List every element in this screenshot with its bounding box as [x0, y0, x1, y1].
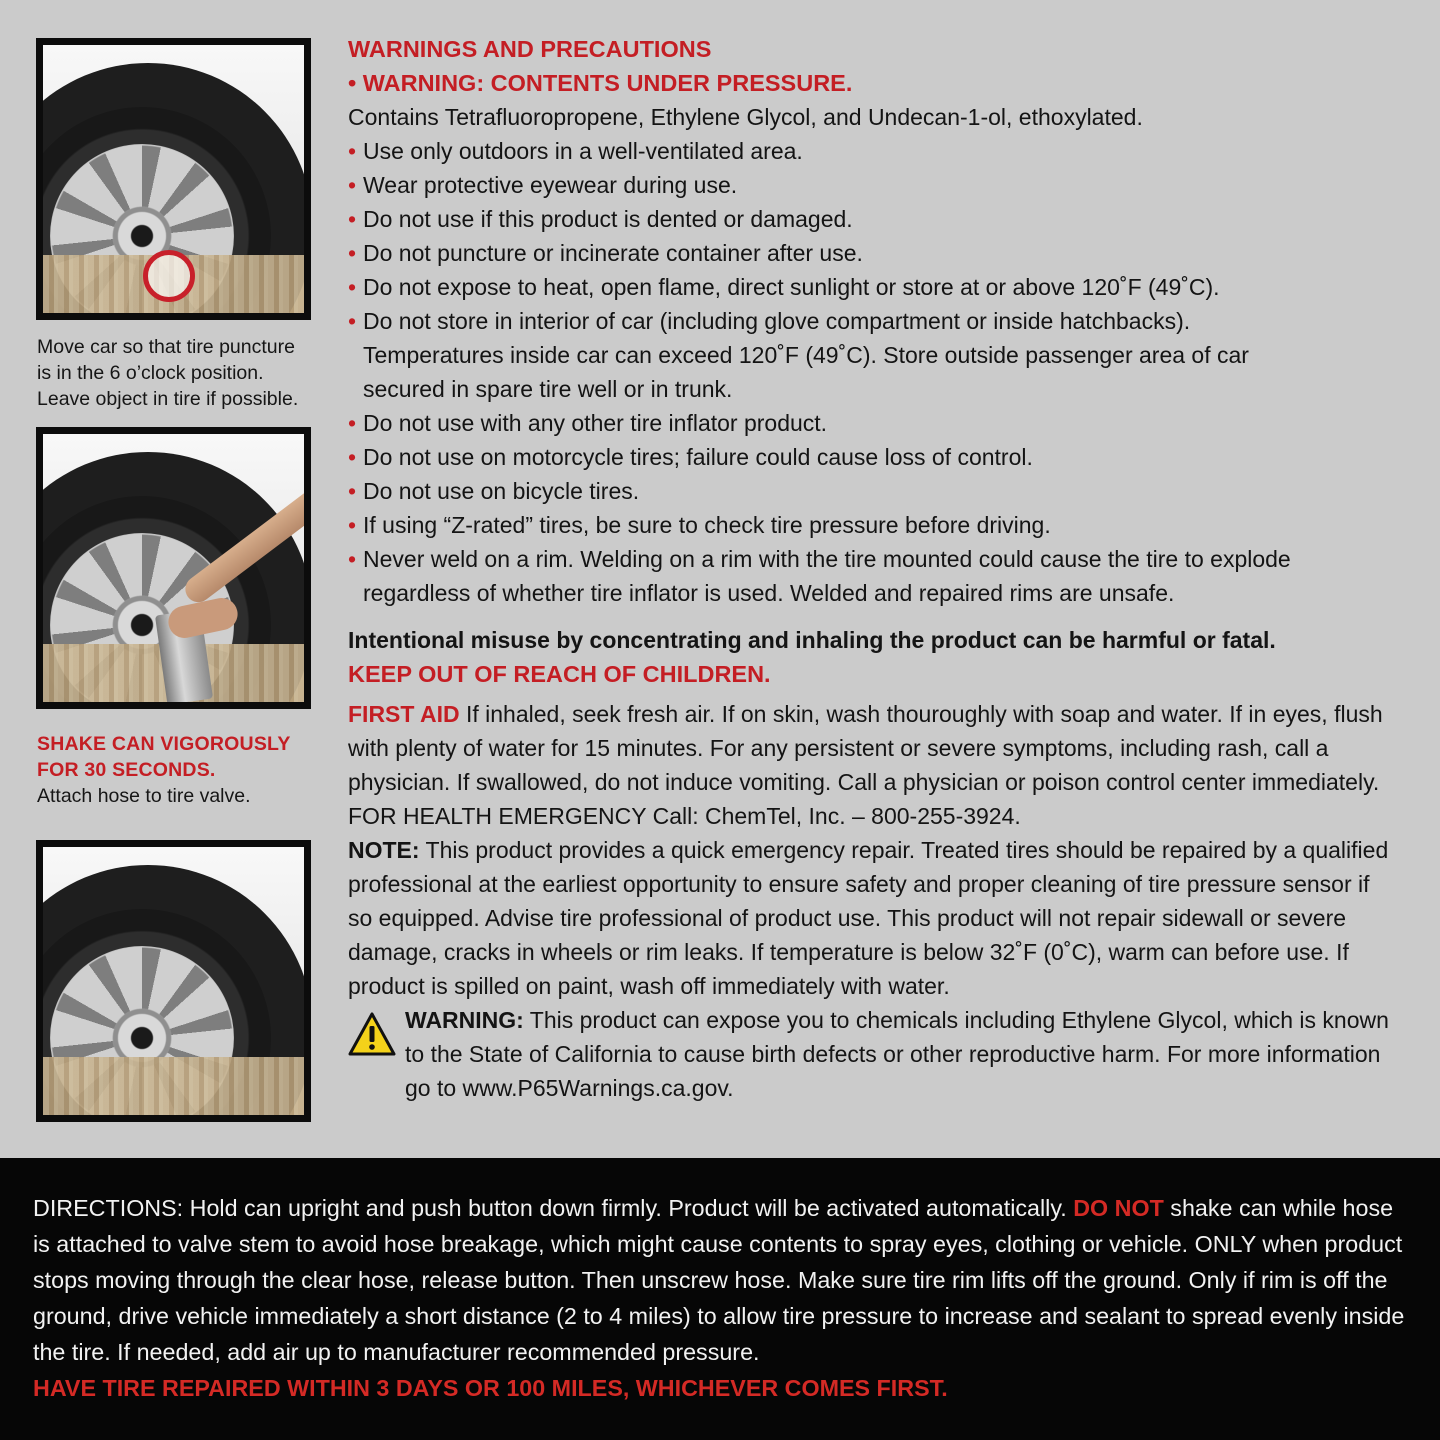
warning-bullet: • Do not puncture or incinerate container after use. — [348, 236, 1418, 270]
step1-photo — [36, 38, 311, 320]
prop65-warning: WARNING: This product can expose you to chemicals including Ethylene Glycol, which is known to the State of California to cause birth defects or other reproductive harm. For more information go to www.P65Warnings.ca.gov. — [348, 1003, 1395, 1105]
warning-bullet: • If using “Z-rated” tires, be sure to check tire pressure before driving. — [348, 508, 1418, 542]
warnings-text — [348, 32, 1418, 1105]
directions-band — [0, 1158, 1440, 1440]
warning-bullet: • Do not use on motorcycle tires; failure could cause loss of control. — [348, 440, 1418, 474]
contents-line: Contains Tetrafluoropropene, Ethylene Glycol, and Undecan-1-ol, ethoxylated. — [348, 104, 1143, 130]
warning-triangle-icon — [348, 1012, 396, 1056]
warning-bullet: • Never weld on a rim. Welding on a rim with the tire mounted could cause the tire to explode regardless of whether tire inflator is used. Welded and repaired rims are unsafe. — [348, 542, 1403, 610]
misuse-warning: Intentional misuse by concentrating and inhaling the product can be harmful or fatal. — [348, 627, 1276, 653]
pressure-warning: • WARNING: CONTENTS UNDER PRESSURE. — [348, 70, 853, 96]
note: NOTE: This product provides a quick emergency repair. Treated tires should be repaired by a qualified professional at the earliest opportunity to ensure safety and proper cleaning of tire pressure sensor if so equipped. Advise tire professional of product use. This product will not repair sidewall or severe damage, cracks in wheels or rim leaks. If temperature is below 32˚F (0˚C), warm can before use. If product is spilled on paint, wash off immediately with water. — [348, 837, 1389, 999]
warning-bullet: • Do not expose to heat, open flame, direct sunlight or store at or above 120˚F (49˚C). — [348, 270, 1418, 304]
step2-photo — [36, 427, 311, 709]
warning-bullet: • Do not use if this product is dented or damaged. — [348, 202, 1418, 236]
warning-bullet: • Wear protective eyewear during use. — [348, 168, 1418, 202]
first-aid: FIRST AID If inhaled, seek fresh air. If on skin, wash thouroughly with soap and water. If in eyes, flush with plenty of water for 15 minutes. For any persistent or severe symptoms, including rash, call a physician. If swallowed, do not induce vomiting. Call a physician or poison control center immediately. FOR HEALTH EMERGENCY Call: ChemTel, Inc. – 800-255-3924. — [348, 701, 1383, 829]
keep-out-warning: KEEP OUT OF REACH OF CHILDREN. — [348, 661, 771, 687]
warning-bullet: • Do not store in interior of car (including glove compartment or inside hatchbacks). Temperatures inside car can exceed 120˚F (49˚C). Store outside passenger area of car secured in spare tire well or in trunk. — [348, 304, 1303, 406]
repair-deadline: HAVE TIRE REPAIRED WITHIN 3 DAYS OR 100 MILES, WHICHEVER COMES FIRST. — [33, 1375, 948, 1401]
step1-caption: Move car so that tire puncture is in the 6 o’clock position. Leave object in tire if possible. — [37, 336, 299, 410]
warning-bullet: • Do not use with any other tire inflator product. — [348, 406, 1418, 440]
warning-bullet: • Use only outdoors in a well-ventilated area. — [348, 134, 1418, 168]
warnings-heading: WARNINGS AND PRECAUTIONS — [348, 36, 712, 62]
directions-text: DIRECTIONS: Hold can upright and push button down firmly. Product will be activated automatically. DO NOT shake can while hose is attached to valve stem to avoid hose breakage, which might cause contents to spray eyes, clothing or vehicle. ONLY when product stops moving through the clear hose, release button. Then unscrew hose. Make sure tire rim lifts off the ground. Only if rim is off the ground, drive vehicle immediately a short distance (2 to 4 miles) to allow tire pressure to increase and sealant to spread evenly inside the tire. If needed, add air up to manufacturer recommended pressure. HAVE TIRE REPAIRED WITHIN 3 DAYS OR 100 MILES, WHICHEVER COMES FIRST. — [33, 1190, 1413, 1406]
warning-bullet: • Do not use on bicycle tires. — [348, 474, 1418, 508]
step3-photo — [36, 840, 311, 1122]
step2-caption: SHAKE CAN VIGOROUSLY FOR 30 SECONDS. Attach hose to tire valve. — [37, 733, 291, 807]
puncture-marker-icon — [143, 250, 195, 302]
